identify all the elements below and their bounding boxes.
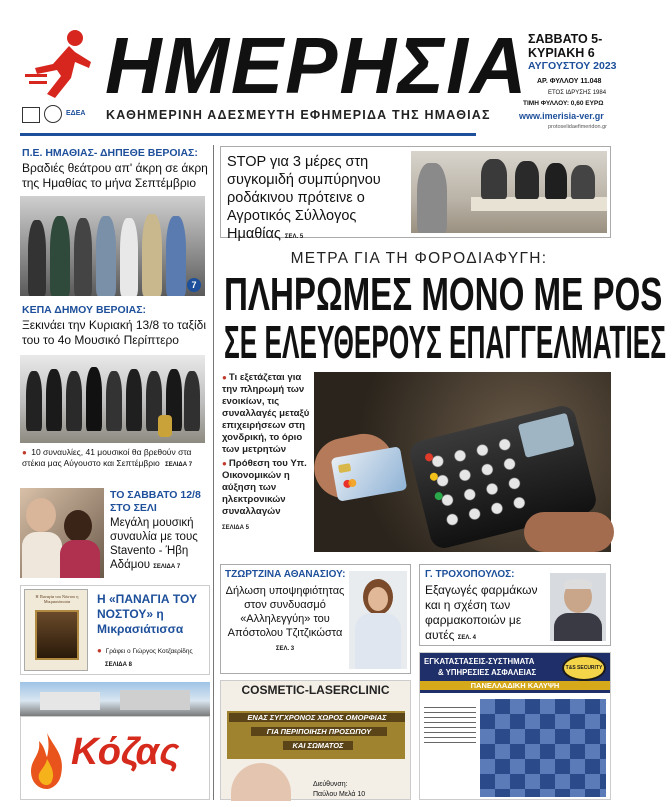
founded-year: ΕΤΟΣ ΙΔΡΥΣΗΣ 1984 bbox=[548, 90, 607, 96]
story1-kicker: Π.Ε. ΗΜΑΘΙΑΣ- ΔΗΠΕΘΕ ΒΕΡΟΙΑΣ: bbox=[22, 147, 198, 159]
story4-box[interactable] bbox=[20, 585, 210, 675]
security-line-3: ΠΑΝΕΛΛΑΔΙΚΗ ΚΑΛΥΨΗ bbox=[420, 681, 610, 690]
trochopoulos-text-wrap bbox=[425, 583, 545, 646]
story2-kicker: ΚΕΠΑ ΔΗΜΟΥ ΒΕΡΟΙΑΣ: bbox=[22, 304, 147, 316]
lead-bullet-1 bbox=[222, 372, 314, 456]
lead-headline-1[interactable]: ΠΛΗΡΩΜΕΣ ΜΟΝΟ ΜΕ POS bbox=[224, 268, 663, 320]
page-number-badge: 7 bbox=[187, 278, 201, 292]
story2-headline[interactable]: Ξεκινάει την Κυριακή 13/8 το ταξίδι του το 4ο Μουσικό Περίπτερο bbox=[22, 318, 207, 347]
trochopoulos-headline: Εξαγωγές φαρμάκων και η σχέση των φαρμακοποιών με αυτές bbox=[425, 583, 538, 642]
security-text-block bbox=[424, 703, 476, 743]
trochopoulos-box[interactable] bbox=[419, 564, 611, 646]
story3-page: ΣΕΛΙΔΑ 7 bbox=[153, 564, 181, 570]
masthead-rule bbox=[20, 133, 476, 136]
runner-logo-icon bbox=[25, 28, 97, 100]
story3-photo[interactable] bbox=[20, 488, 104, 578]
flame-icon bbox=[27, 731, 67, 791]
association-seal-icon bbox=[44, 105, 62, 123]
story4-byline: Γράφει ο Γιώργος Κοτζαερίδης bbox=[105, 648, 193, 655]
story2-page: ΣΕΛΙΔΑ 7 bbox=[165, 462, 193, 468]
security-logo bbox=[562, 655, 606, 681]
top-story-photo bbox=[411, 151, 607, 233]
lead-bullet-2 bbox=[222, 458, 314, 518]
website-link[interactable]: www.imerisia-ver.gr bbox=[519, 111, 604, 121]
cosmetic-address: Παύλου Μελά 10 bbox=[313, 791, 366, 798]
story4-byline-wrap bbox=[97, 646, 209, 655]
date-line-3: ΑΥΓΟΥΣΤΟΥ 2023 bbox=[528, 60, 617, 72]
trochopoulos-kicker: Γ. ΤΡΟΧΟΠΟΥΛΟΣ: bbox=[425, 569, 515, 580]
cosmetic-address-label: Διεύθυνση: bbox=[313, 781, 348, 788]
story3-headline-text: Μεγάλη μουσική συναυλία με τους Stavento - Ήβη Αδάμου bbox=[110, 517, 198, 571]
lead-bullet-2-text: Πρόθεση του Υπ. Οικονομικών η αύξηση των ηλεκτρονικών συναλλαγών bbox=[222, 458, 307, 517]
construction-ad-photo[interactable] bbox=[20, 682, 210, 716]
top-story-box[interactable] bbox=[220, 146, 611, 242]
story3-kicker-2: ΣΤΟ ΣΕΛΙ bbox=[110, 502, 157, 514]
story3-headline[interactable] bbox=[110, 516, 210, 574]
story1-photo[interactable] bbox=[20, 196, 205, 296]
athanasiou-page: ΣΕΛ. 3 bbox=[275, 646, 295, 652]
book-cover bbox=[24, 589, 88, 671]
association-badge bbox=[22, 107, 40, 123]
story1-headline[interactable]: Βραδιές θεάτρου απ' άκρη σε άκρη της Ημαθίας το μήνα Σεπτέμβριο bbox=[22, 161, 208, 190]
athanasiou-headline: Δήλωση υποψηφιότητας στον συνδυασμό «Αλληλεγγύη» του Απόστολου Τζιτζικώστα bbox=[225, 585, 345, 639]
trochopoulos-photo bbox=[550, 573, 606, 641]
cosmetic-line-3: ΚΑΙ ΣΩΜΑΤΟΣ bbox=[283, 741, 353, 750]
cosmetic-title: COSMETIC-LASERCLINIC bbox=[241, 683, 390, 697]
issue-price: ΤΙΜΗ ΦΥΛΛΟΥ: 0,60 ΕΥΡΩ bbox=[523, 100, 604, 107]
source-email: protoselidaefimeridon.gr bbox=[548, 124, 608, 130]
security-mosaic bbox=[480, 699, 606, 797]
lead-bullets bbox=[222, 372, 314, 534]
masthead-title: ΗΜΕΡΗΣΙΑ bbox=[105, 21, 529, 110]
story2-photo[interactable] bbox=[20, 355, 205, 443]
cosmetic-line-2: ΓΙΑ ΠΕΡΙΠΟΙΗΣΗ ΠΡΟΣΩΠΟΥ bbox=[251, 727, 387, 736]
story2-caption bbox=[22, 447, 212, 471]
story3-kicker-1: ΤΟ ΣΑΒΒΑΤΟ 12/8 bbox=[110, 489, 201, 501]
top-story-text-wrap bbox=[227, 153, 407, 246]
story2-caption-text: 10 συναυλίες, 41 μουσικοί θα βρεθούν στα στέκια μας Αύγουστο και Σεπτέμβριο bbox=[22, 447, 192, 468]
kozas-brand: Κόζας bbox=[71, 731, 180, 773]
security-line-2: & ΥΠΗΡΕΣΙΕΣ ΑΣΦΑΛΕΙΑΣ bbox=[438, 668, 537, 677]
story4-title: Η «ΠΑΝΑΓΙΑ ΤΟΥ ΝΟΣΤΟΥ» η Μικρασιάτισσα bbox=[97, 592, 198, 636]
security-logo-text: T&S SECURITY bbox=[565, 665, 603, 671]
athanasiou-box[interactable] bbox=[220, 564, 411, 674]
security-line-1: ΕΓΚΑΤΑΣΤΑΣΕΙΣ-ΣΥΣΤΗΜΑΤΑ bbox=[424, 657, 535, 666]
lead-headline-1-wrap bbox=[224, 268, 663, 320]
lead-headline-2-wrap bbox=[224, 316, 666, 368]
security-ad[interactable] bbox=[419, 652, 611, 800]
athanasiou-kicker: ΤΖΩΡΤΖΙΝΑ ΑΘΑΝΑΣΙΟΥ: bbox=[225, 569, 346, 580]
athanasiou-photo bbox=[349, 571, 407, 669]
top-story-page: ΣΕΛ. 5 bbox=[284, 234, 304, 240]
column-divider bbox=[213, 145, 214, 800]
issue-number: ΑΡ. ΦΥΛΛΟΥ 11.048 bbox=[537, 78, 602, 85]
date-line-1: ΣΑΒΒΑΤΟ 5- bbox=[528, 32, 603, 46]
athanasiou-text-wrap bbox=[225, 584, 345, 656]
lead-page: ΣΕΛΙΔΑ 5 bbox=[222, 525, 249, 531]
lead-headline-2[interactable]: ΣΕ ΕΛΕΥΘΕΡΟΥΣ ΕΠΑΓΓΕΛΜΑΤΙΕΣ bbox=[224, 316, 666, 368]
lead-bullet-1-text: Τι εξετάζεται για την πληρωμή των ενοικίων, τις συναλλαγές μεταξύ επιχειρήσεων στη χονδρική, το όριο των μετρητών bbox=[222, 372, 310, 455]
trochopoulos-page: ΣΕΛ. 4 bbox=[457, 635, 476, 641]
masthead-subtitle: ΚΑΘΗΜΕΡΙΝΗ ΑΔΕΣΜΕΥΤΗ ΕΦΗΜΕΡΙΔΑ ΤΗΣ ΗΜΑΘΙΑΣ bbox=[106, 108, 491, 122]
lead-pos-photo[interactable] bbox=[314, 372, 611, 552]
story4-page: ΣΕΛΙΔΑ 8 bbox=[105, 662, 132, 668]
kozas-ad[interactable] bbox=[20, 716, 210, 800]
top-story-headline: STOP για 3 μέρες στη συγκομιδή συμπύρηνου ροδάκινου πρότεινε ο Αγροτικός Σύλλογος Ημαθίας bbox=[227, 154, 381, 242]
book-title: Η Παναγία του Νόστου η Μικρασιάτισσα bbox=[35, 594, 79, 604]
cosmetic-face bbox=[231, 763, 291, 801]
cosmetic-ad[interactable] bbox=[220, 680, 411, 800]
edea-badge: ΕΔΕΑ bbox=[66, 110, 86, 117]
date-line-2: ΚΥΡΙΑΚΗ 6 bbox=[528, 46, 595, 60]
masthead bbox=[0, 0, 630, 135]
cosmetic-line-1: ΕΝΑΣ ΣΥΓΧΡΟΝΟΣ ΧΩΡΟΣ ΟΜΟΡΦΙΑΣ bbox=[229, 713, 405, 722]
lead-kicker: ΜΕΤΡΑ ΓΙΑ ΤΗ ΦΟΡΟΔΙΑΦΥΓΗ: bbox=[290, 250, 548, 267]
